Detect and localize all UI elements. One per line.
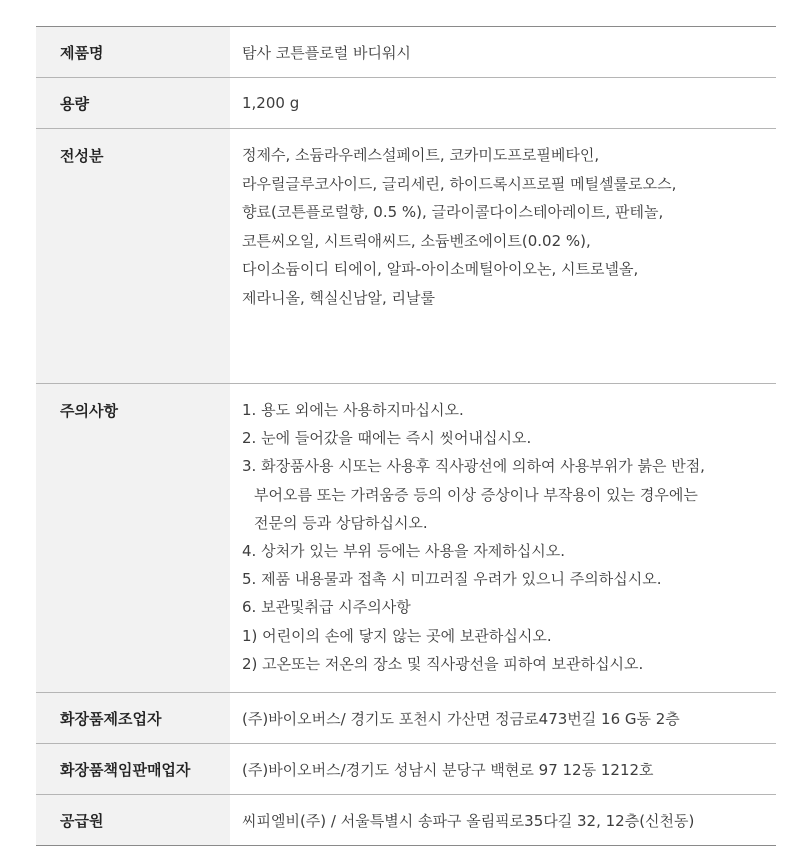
ingredients-line: 코튼씨오일, 시트릭애씨드, 소듐벤조에이트(0.02 %), [242,231,591,250]
caution-line: 5. 제품 내용물과 접촉 시 미끄러질 우려가 있으니 주의하십시오. [242,570,662,589]
caution-line: 전문의 등과 상담하십시오. [254,513,428,532]
ingredients-line: 다이소듐이디 티에이, 알파-아이소메틸아이오논, 시트로넬올, [242,260,639,279]
caution-line: 1) 어린이의 손에 닿지 않는 곳에 보관하십시오. [242,626,552,645]
caution-line: 6. 보관및취급 시주의사항 [242,598,411,617]
table-row-ingredients [36,129,776,384]
row-label: 공급원 [36,795,230,845]
row-label: 화장품책임판매업자 [36,744,230,794]
table-row-product-name [36,27,776,78]
row-label: 전성분 [36,129,230,383]
product-info-table [36,26,776,846]
row-label: 제품명 [36,27,230,77]
supplier-value: 씨피엘비(주) / 서울특별시 송파구 올림픽로35다길 32, 12층(신천동) [242,811,695,830]
ingredients-value [230,129,776,383]
table-row-supplier [36,795,776,846]
ingredients-line: 정제수, 소듐라우레스설페이트, 코카미도프로필베타인, [242,146,600,164]
row-label: 용량 [36,78,230,128]
table-row-manufacturer [36,693,776,744]
caution-line: 4. 상처가 있는 부위 등에는 사용을 자제하십시오. [242,542,565,561]
manufacturer-value: (주)바이오버스/ 경기도 포천시 가산면 정금로473번길 16 G동 2층 [242,709,680,728]
volume-value: 1,200 g [242,94,300,112]
cautions-value [230,384,776,692]
caution-line: 3. 화장품사용 시또는 사용후 직사광선에 의하여 사용부위가 붉은 반점, [242,457,705,476]
row-label: 주의사항 [36,384,230,692]
caution-line: 2) 고온또는 저온의 장소 및 직사광선을 피하여 보관하십시오. [242,654,644,673]
table-row-responsible-seller [36,744,776,795]
responsible-seller-value: (주)바이오버스/경기도 성남시 분당구 백현로 97 12동 1212호 [242,760,654,779]
caution-line: 1. 용도 외에는 사용하지마십시오. [242,401,464,419]
ingredients-line: 향료(코튼플로럴향, 0.5 %), 글라이콜다이스테아레이트, 판테놀, [242,203,664,222]
caution-line: 2. 눈에 들어갔을 때에는 즉시 씻어내십시오. [242,429,532,448]
ingredients-line: 라우릴글루코사이드, 글리세린, 하이드록시프로필 메틸셀룰로오스, [242,174,677,193]
table-row-volume [36,78,776,129]
caution-line: 부어오름 또는 가려움증 등의 이상 증상이나 부작용이 있는 경우에는 [254,485,698,504]
table-row-cautions [36,384,776,693]
ingredients-line: 제라니올, 헥실신남알, 리날룰 [242,288,435,307]
row-label: 화장품제조업자 [36,693,230,743]
product-name-value: 탐사 코튼플로럴 바디워시 [242,43,411,62]
